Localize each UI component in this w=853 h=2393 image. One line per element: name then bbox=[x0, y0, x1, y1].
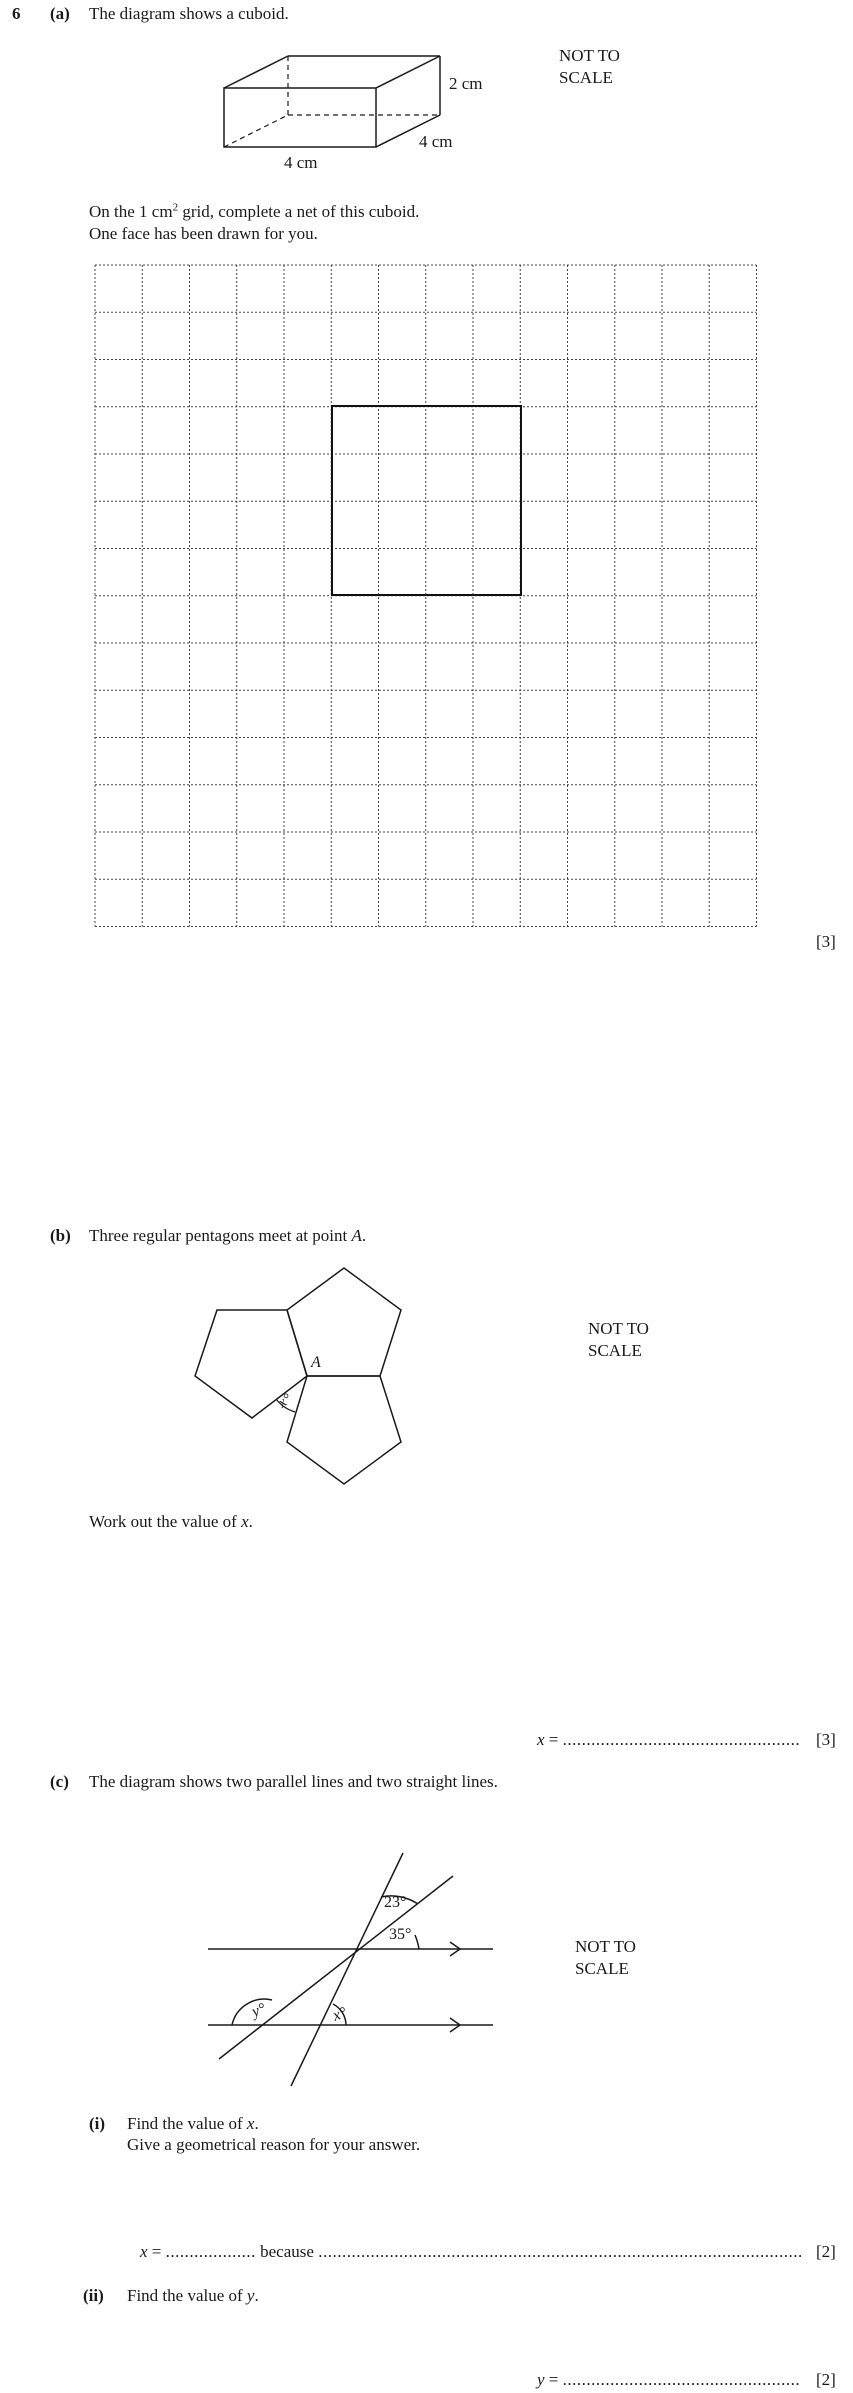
part-c-i-label: (i) bbox=[89, 2114, 106, 2133]
part-b-instruction: Work out the value of x. bbox=[89, 1512, 253, 1531]
part-b-intro: Three regular pentagons meet at point A. bbox=[89, 1226, 367, 1245]
part-c-i-answer-line[interactable]: x = ................... because ...................................................................................................... bbox=[140, 2242, 803, 2261]
part-b-label: (b) bbox=[50, 1226, 71, 1245]
part-b-answer-line[interactable]: x = .................................................. bbox=[537, 1730, 801, 1749]
part-c-ii-label: (ii) bbox=[83, 2286, 104, 2305]
transversal-steep bbox=[291, 1853, 403, 2086]
part-a-marks: [3] bbox=[816, 932, 836, 951]
part-c-i-line1: Find the value of x. bbox=[127, 2114, 259, 2133]
part-a-instruction-1: On the 1 $cm^2$ grid, complete a net of this cuboid. bbox=[89, 201, 420, 221]
part-a-intro: The diagram shows a cuboid. bbox=[89, 4, 289, 23]
part-c-i-marks: [2] bbox=[816, 2242, 836, 2261]
angle-23-label: 23° bbox=[384, 1894, 407, 1911]
point-a-label: A bbox=[311, 1354, 321, 1371]
angle-x-label-c: x° bbox=[330, 2004, 350, 2025]
angle-y-label: y° bbox=[249, 2000, 269, 2021]
part-c-ii-marks: [2] bbox=[816, 2370, 836, 2389]
question-number: 6 bbox=[12, 4, 21, 23]
part-c-ii-line1: Find the value of y. bbox=[127, 2286, 259, 2305]
part-a-label: (a) bbox=[50, 4, 70, 23]
part-c-i-line2: Give a geometrical reason for your answer. bbox=[127, 2135, 421, 2154]
part-a-instruction-2: One face has been drawn for you. bbox=[89, 224, 318, 243]
not-to-scale-b-line1: NOT TO bbox=[588, 1319, 649, 1338]
not-to-scale-a-line1: NOT TO bbox=[559, 46, 620, 65]
not-to-scale-c-line1: NOT TO bbox=[575, 1937, 636, 1956]
not-to-scale-a-line2: SCALE bbox=[559, 68, 613, 87]
cuboid-depth-label: 4 cm bbox=[419, 132, 453, 151]
angle-35-label: 35° bbox=[389, 1926, 412, 1943]
part-b-marks: [3] bbox=[816, 1730, 836, 1749]
not-to-scale-b-line2: SCALE bbox=[588, 1341, 642, 1360]
part-c-label: (c) bbox=[50, 1772, 69, 1791]
part-c-ii-answer-line[interactable]: y = .................................................. bbox=[537, 2370, 801, 2389]
cuboid-width-label: 4 cm bbox=[284, 153, 318, 172]
not-to-scale-c-line2: SCALE bbox=[575, 1959, 629, 1978]
part-c-intro: The diagram shows two parallel lines and two straight lines. bbox=[89, 1772, 498, 1791]
angle-x-label: x° bbox=[275, 1390, 295, 1412]
cuboid-height-label: 2 cm bbox=[449, 74, 483, 93]
